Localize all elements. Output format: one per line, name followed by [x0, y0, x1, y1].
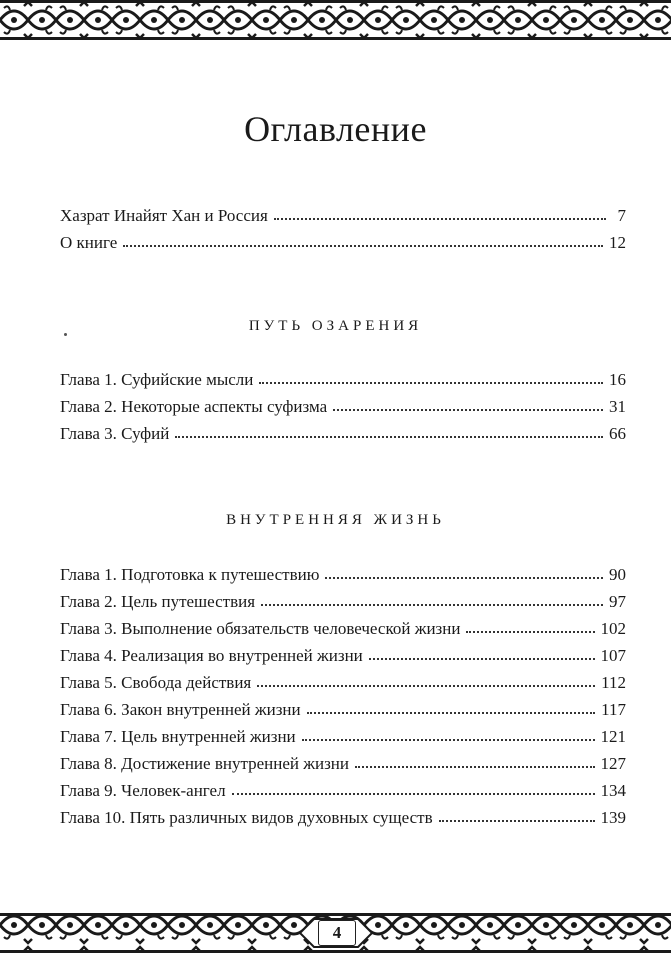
toc-entry-label: Глава 7. Цель внутренней жизни: [60, 727, 296, 746]
dot-leader: [466, 631, 594, 633]
dot-leader: [261, 604, 603, 606]
dot-leader: [355, 766, 595, 768]
dot-leader: [257, 685, 595, 687]
toc-entry-s2-ch5[interactable]: [60, 671, 626, 695]
toc-entry-s2-ch7[interactable]: [60, 725, 626, 749]
dot-leader: [307, 712, 595, 714]
toc-entry-label: Глава 8. Достижение внутренней жизни: [60, 754, 349, 773]
page-number: 4: [318, 920, 356, 946]
toc-entry-page: 7: [617, 206, 626, 225]
toc-entry-page: 134: [600, 781, 626, 800]
ornament-pattern-icon: [0, 0, 671, 40]
toc-entry-label: Глава 3. Суфий: [60, 424, 170, 443]
dot-leader: [259, 382, 603, 384]
toc-entry-s2-ch1[interactable]: [60, 563, 626, 587]
section-heading-inner-life: ВНУТРЕННЯЯ ЖИЗНЬ: [226, 512, 445, 528]
section-heading-path: ПУТЬ ОЗАРЕНИЯ: [248, 318, 423, 334]
toc-entry-label: Глава 2. Цель путешествия: [60, 592, 256, 611]
dot-leader: [439, 820, 595, 822]
top-ornament-border: [0, 0, 671, 40]
toc-entry-page: 117: [601, 700, 626, 719]
toc-entry-page: 102: [600, 619, 626, 638]
toc-entry-label: Глава 1. Подготовка к путешествию: [60, 565, 320, 584]
toc-entry-label: Глава 9. Человек-ангел: [60, 781, 226, 800]
dot-leader: [123, 245, 603, 247]
toc-entry-page: 97: [609, 592, 626, 611]
toc-entry-label: Глава 6. Закон внутренней жизни: [60, 700, 301, 719]
toc-entry-s1-ch3[interactable]: [60, 422, 626, 446]
toc-entry-page: 121: [600, 727, 626, 746]
toc-entry-s2-ch3[interactable]: [60, 617, 626, 641]
toc-entry-page: 112: [601, 673, 626, 692]
toc-entry-page: 66: [609, 424, 626, 443]
toc-entry-page: 12: [609, 233, 626, 252]
dot-leader: [302, 739, 595, 741]
toc-entry-page: 107: [600, 646, 626, 665]
toc-entry-page: 16: [609, 370, 626, 389]
toc-entry-s2-ch4[interactable]: [60, 644, 626, 668]
dot-leader: [325, 577, 603, 579]
toc-entry-label: О книге: [60, 233, 118, 252]
toc-entry-page: 127: [600, 754, 626, 773]
toc-entry-s2-ch8[interactable]: [60, 752, 626, 776]
toc-entry-label: Глава 1. Суфийские мысли: [60, 370, 254, 389]
dot-leader: [232, 793, 595, 795]
toc-entry-label: Глава 5. Свобода действия: [60, 673, 252, 692]
toc-entry-label: Глава 2. Некоторые аспекты суфизма: [60, 397, 328, 416]
dot-leader: [369, 658, 595, 660]
toc-entry-s1-ch1[interactable]: [60, 368, 626, 392]
toc-entry-label: Хазрат Инайят Хан и Россия: [60, 206, 268, 225]
dot-leader: [175, 436, 603, 438]
toc-entry-s2-ch2[interactable]: [60, 590, 626, 614]
dot-leader: [333, 409, 603, 411]
toc-entry-label: Глава 10. Пять различных видов духовных существ: [60, 808, 433, 827]
page-title: Оглавление: [244, 109, 427, 149]
toc-entry-label: Глава 3. Выполнение обязательств человеческой жизни: [60, 619, 461, 638]
toc-entry-page: 139: [600, 808, 626, 827]
toc-entry-s2-ch10[interactable]: [60, 806, 626, 830]
toc-entry-page: 31: [609, 397, 626, 416]
toc-entry-s2-ch6[interactable]: [60, 698, 626, 722]
toc-entry-russia[interactable]: [60, 204, 626, 228]
toc-entry-s1-ch2[interactable]: [60, 395, 626, 419]
toc-entry-s2-ch9[interactable]: [60, 779, 626, 803]
dot-leader: [274, 218, 606, 220]
toc-entry-page: 90: [609, 565, 626, 584]
toc-entry-label: Глава 4. Реализация во внутренней жизни: [60, 646, 363, 665]
toc-entry-about-book[interactable]: [60, 231, 626, 255]
